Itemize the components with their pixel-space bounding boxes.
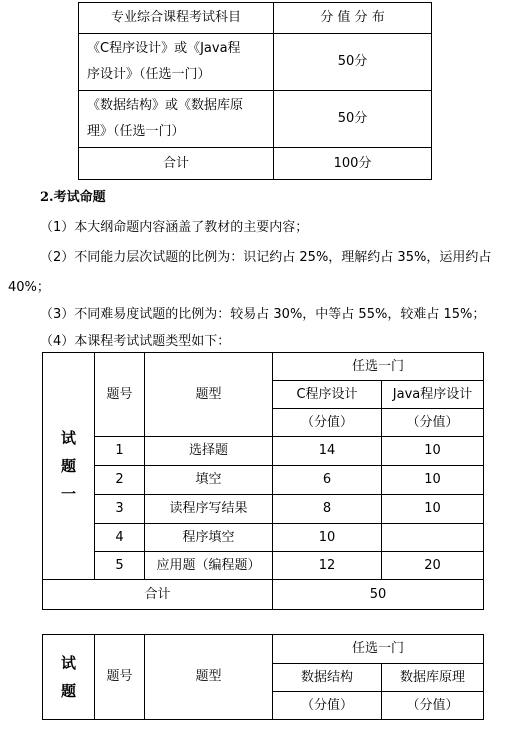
total-label: 合计 <box>79 148 274 180</box>
row-a: 14 <box>273 437 382 466</box>
row-num: 5 <box>95 552 145 580</box>
total-label: 合计 <box>43 580 273 610</box>
score-cell: 50分 <box>274 91 432 148</box>
row-num: 3 <box>95 495 145 524</box>
row-type: 读程序写结果 <box>145 495 273 524</box>
sub-header-a-unit: （分值） <box>273 409 382 437</box>
sub-header-b: Java程序设计 <box>382 381 484 409</box>
col-header-type: 题型 <box>145 635 273 720</box>
row-type: 程序填空 <box>145 524 273 552</box>
row-b: 10 <box>382 495 484 524</box>
paragraph-item: （3）不同难易度试题的比例为：较易占 30%，中等占 55%，较难占 15%； <box>40 307 486 322</box>
paragraph-item: （1）本大纲命题内容涵盖了教材的主要内容； <box>40 220 309 235</box>
row-num: 2 <box>95 466 145 495</box>
col-header-num: 题号 <box>95 353 145 437</box>
sub-header-b-unit: （分值） <box>382 409 484 437</box>
header-score: 分 值 分 布 <box>274 3 432 34</box>
subject-line: 《C程序设计》或《Java程 <box>87 41 241 56</box>
row-num: 4 <box>95 524 145 552</box>
row-b: 10 <box>382 437 484 466</box>
sub-header-a: 数据结构 <box>273 664 382 692</box>
paragraph-item: 40%； <box>8 280 50 295</box>
total-value: 50 <box>273 580 484 610</box>
subject-line: 理》（任选一门） <box>87 124 185 139</box>
paragraph-item: （4）本课程考试试题类型如下： <box>40 334 231 349</box>
row-type: 选择题 <box>145 437 273 466</box>
subject-line: 《数据结构》或《数据库原 <box>87 98 244 113</box>
question-type-table-1 <box>42 352 484 610</box>
col-header-num: 题号 <box>95 635 145 720</box>
section-heading: 2.考试命题 <box>40 190 106 205</box>
row-b <box>382 524 484 552</box>
sub-header-a: C程序设计 <box>273 381 382 409</box>
group-header: 任选一门 <box>273 353 484 381</box>
sub-header-a-unit: （分值） <box>273 692 382 720</box>
subject-cell <box>79 34 274 91</box>
col-header-type: 题型 <box>145 353 273 437</box>
header-subject: 专业综合课程考试科目 <box>79 3 274 34</box>
group-header: 任选一门 <box>273 635 484 664</box>
exam-subject-table <box>78 2 432 180</box>
total-score: 100分 <box>274 148 432 180</box>
row-a: 10 <box>273 524 382 552</box>
sub-header-b-unit: （分值） <box>382 692 484 720</box>
score-cell: 50分 <box>274 34 432 91</box>
row-type: 填空 <box>145 466 273 495</box>
question-type-table-2 <box>42 634 484 720</box>
row-a: 6 <box>273 466 382 495</box>
side-label: 试 题 <box>43 635 95 720</box>
side-label: 试 题 一 <box>43 353 95 580</box>
row-type: 应用题（编程题） <box>145 552 273 580</box>
subject-line: 序设计》（任选一门） <box>87 67 211 82</box>
row-num: 1 <box>95 437 145 466</box>
sub-header-b: 数据库原理 <box>382 664 484 692</box>
paragraph-item: （2）不同能力层次试题的比例为：识记约占 25%，理解约占 35%，运用约占 <box>40 250 492 265</box>
row-b: 10 <box>382 466 484 495</box>
row-b: 20 <box>382 552 484 580</box>
subject-cell <box>79 91 274 148</box>
row-a: 8 <box>273 495 382 524</box>
row-a: 12 <box>273 552 382 580</box>
